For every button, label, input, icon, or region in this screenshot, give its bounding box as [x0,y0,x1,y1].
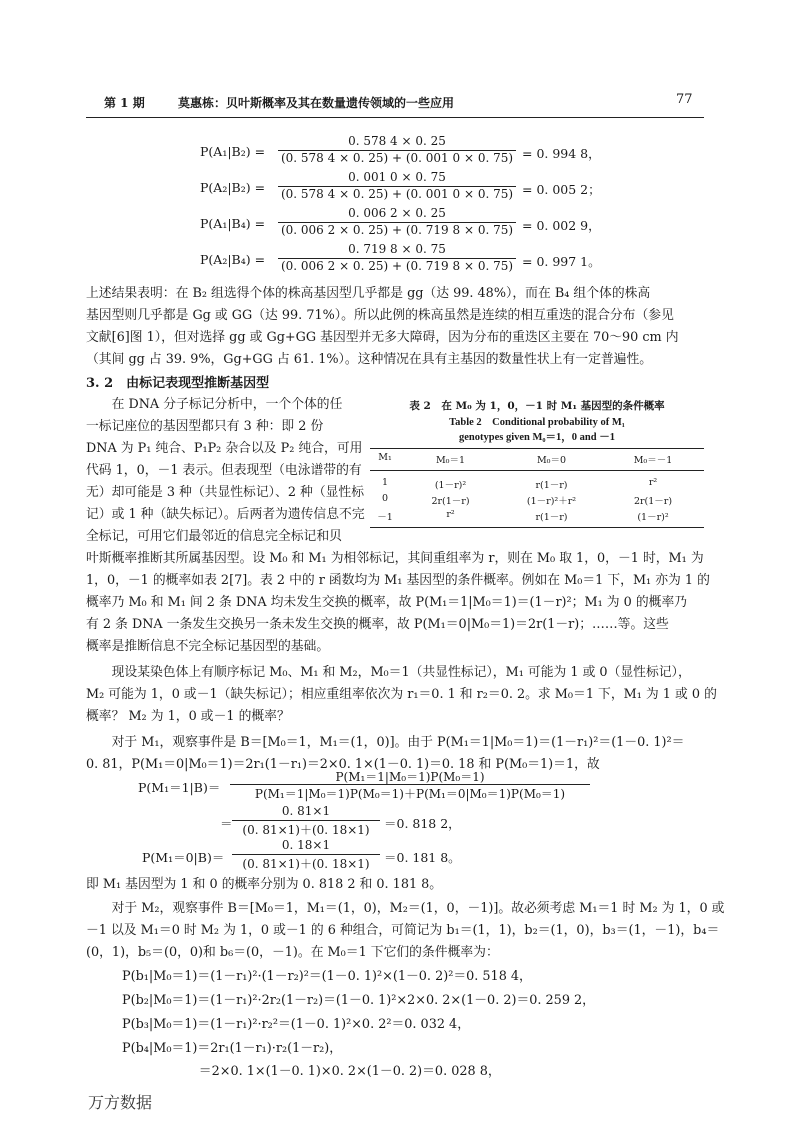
text-line: 对于 M₂，观察事件 B＝[M₀＝1，M₁＝(1，0)，M₂＝(1，0，－1)]。故必须考虑 M₁＝1 时 M₂ 为 1，0 或 [86,901,725,916]
posterior-m1-zero-result: ＝0. 181 8。 [384,850,461,865]
eq1-fraction [278,134,516,168]
eq3-result: = 0. 002 9， [522,218,601,233]
eq1-lhs: P(A₁|B₂) = [200,144,266,159]
equation-line: ＝2×0. 1×(1－0. 1)×0. 2×(1－0. 2)＝0. 028 8， [122,1064,501,1079]
eq4-lhs: P(A₂|B₄) = [200,252,266,267]
posterior-value-denominator: (0. 81×1)＋(0. 18×1) [242,823,370,837]
posterior-m1-zero-lhs: P(M₁＝0|B)＝ [142,850,225,865]
text-line: M₂ 可能为 1，0 或－1（缺失标记）；相应重组率依次为 r₁＝0. 1 和 r₂＝0. 2。求 M₀＝1 下，M₁ 为 1 或 0 的 [86,687,717,702]
table-bottom-rule [370,527,704,528]
eq2-fraction [278,170,516,204]
text-line: 文献[6]图 1），但对选择 gg 或 Gg+GG 基因型并无多大障碍，因为分布的重迭区主要在 70～90 cm 内 [86,330,679,345]
table-cell: (1－r)² [434,480,467,491]
posterior-denominator: P(M₁＝1|M₀＝1)P(M₀＝1)＋P(M₁＝0|M₀＝1)P(M₀＝1) [254,787,566,801]
table-cell: r² [446,509,455,520]
eq4-result: = 0. 997 1。 [522,254,601,269]
posterior-m1-zero-denominator: (0. 81×1)＋(0. 18×1) [242,857,370,871]
text-line: （其间 gg 占 39. 9%，Gg+GG 占 61. 1%）。这种情况在具有主基因的数量性状上有一定普遍性。 [86,352,653,367]
table-cell: r² [648,477,658,488]
table-cell: 2r(1－r) [431,496,470,507]
table-header-cell: M₀＝1 [435,455,466,466]
equation-line: P(b₃|M₀＝1)＝(1－r₁)²·r₂²＝(1－0. 1)²×0. 2²＝0. 032 4， [122,1017,470,1032]
eq1-numerator: 0. 578 4 × 0. 25 [348,134,446,148]
text-line: 现设某染色体上有顺序标记 M₀、M₁ 和 M₂，M₀＝1（共显性标记），M₁ 可能为 1 或 0（显性标记）， [86,665,691,680]
table-header-cell: M₁ [378,452,392,463]
text-line: 0. 81，P(M₁＝0|M₀＝1)＝2r₁(1－r₁)＝2×0. 1×(1－0. 1)＝0. 18 和 P(M₀＝1)＝1，故 [86,757,600,772]
eq3-denominator: (0. 006 2 × 0. 25) + (0. 719 8 × 0. 75) [280,223,514,237]
posterior-lhs: P(M₁＝1|B)＝ [138,780,221,795]
eq2-lhs: P(A₂|B₂) = [200,180,266,195]
posterior-m1-zero-fraction [232,838,380,872]
table-cell: (1－r)² [637,512,669,523]
table-caption-cn: 表 2 在 M₀ 为 1，0，－1 时 M₁ 基因型的条件概率 [409,400,665,412]
eq4-denominator: (0. 006 2 × 0. 25) + (0. 719 8 × 0. 75) [280,259,514,273]
equation-line: P(b₁|M₀＝1)＝(1－r₁)²·(1－r₂)²＝(1－0. 1)²×(1－0. 2)²＝0. 518 4， [122,969,532,984]
eq2-numerator: 0. 001 0 × 0. 75 [348,170,446,184]
posterior-numerator: P(M₁＝1|M₀＝1)P(M₀＝1) [335,770,485,784]
posterior-value-result: ＝0. 818 2， [384,816,461,831]
text-line: 上述结果表明：在 B₂ 组选得个体的株高基因型几乎都是 gg（达 99. 48%），而在 B₄ 组个体的株高 [86,286,651,301]
table-header-rule [370,470,704,471]
text-line: 无）却可能是 3 种（共显性标记）、2 种（显性标 [86,485,365,500]
table-caption-en: Table 2 Conditional probability of M₁ [449,417,625,428]
table-cell: －1 [377,512,393,523]
watermark-text: 万方数据 [88,1093,153,1112]
eq3-fraction [278,206,516,240]
section-heading: 3. 2 由标记表现型推断基因型 [86,376,270,391]
text-line: 有 2 条 DNA 一条发生交换另一条未发生交换的概率，故 P(M₁＝0|M₀＝1)＝2r(1－r)；……等。这些 [86,617,669,632]
table-cell: (1－r)²＋r² [526,496,577,507]
table-header-cell: M₀＝0 [536,455,567,466]
text-line: 记）或 1 种（缺失标记）。后两者为遗传信息不完 [86,507,365,522]
table-cell: 2r(1－r) [633,496,673,507]
posterior-m1-zero-numerator: 0. 18×1 [281,838,331,852]
text-line: 基因型则几乎都是 Gg 或 GG（达 99. 71%）。所以此例的株高虽然是连续的相互重迭的混合分布（参见 [86,308,674,323]
table-cell: r(1－r) [535,480,568,491]
text-line: 概率是推断信息不完全标记基因型的基础。 [86,639,330,654]
posterior-fraction [230,768,590,802]
eq4-numerator: 0. 719 8 × 0. 75 [348,242,446,256]
eq1-denominator: (0. 578 4 × 0. 25) + (0. 001 0 × 0. 75) [280,151,514,165]
table-cell: r(1－r) [535,512,568,523]
table-caption-en: genotypes given M₀＝1，0 and －1 [459,432,615,443]
text-line: 1，0，－1 的概率如表 2[7]。表 2 中的 r 函数均为 M₁ 基因型的条件概率。例如在 M₀＝1 下，M₁ 亦为 1 的 [86,573,710,588]
text-line: 全标记，可用它们最邻近的信息完全标记和贝 [86,529,342,544]
eq3-lhs: P(A₁|B₄) = [200,216,266,231]
equation-line: P(b₄|M₀＝1)＝2r₁(1－r₁)·r₂(1－r₂)， [122,1041,343,1056]
text-line: 在 DNA 分子标记分析中，一个个体的任 [86,397,343,412]
equation-line: P(b₂|M₀＝1)＝(1－r₁)²·2r₂(1－r₂)＝(1－0. 1)²×2×0. 2×(1－0. 2)＝0. 259 2， [122,993,595,1008]
text-line: 即 M₁ 基因型为 1 和 0 的概率分别为 0. 818 2 和 0. 181 8。 [86,877,443,892]
text-line: 概率？ M₂ 为 1，0 或－1 的概率？ [86,709,290,724]
eq1-result: = 0. 994 8， [522,146,601,161]
text-line: －1 以及 M₁＝0 时 M₂ 为 1，0 或－1 的 6 种组合，可简记为 b₁＝(1，1)，b₂＝(1，0)，b₃＝(1，－1)，b₄＝ [86,923,720,938]
posterior-eq-sign: ＝ [220,816,233,831]
posterior-value-fraction [232,804,380,838]
table-header-cell: M₀＝－1 [633,455,673,466]
table-cell: 1 [381,477,389,488]
eq4-fraction [278,242,516,276]
running-title: 莫惠栋：贝叶斯概率及其在数量遗传领域的一些应用 [178,96,455,110]
text-line: (0，1)，b₅＝(0，0)和 b₆＝(0，－1)。在 M₀＝1 下它们的条件概率为： [86,945,499,960]
posterior-value-numerator: 0. 81×1 [281,804,331,818]
text-line: DNA 为 P₁ 纯合、P₁P₂ 杂合以及 P₂ 纯合，可用 [86,441,363,456]
page-number: 77 [676,92,693,107]
eq2-denominator: (0. 578 4 × 0. 25) + (0. 001 0 × 0. 75) [280,187,514,201]
issue-label: 第 1 期 [104,96,145,110]
eq2-result: = 0. 005 2； [522,182,601,197]
table-top-rule [370,448,704,449]
text-line: 叶斯概率推断其所属基因型。设 M₀ 和 M₁ 为相邻标记，其间重组率为 r，则在 M₀ 取 1，0，－1 时，M₁ 为 [86,551,704,566]
text-line: 代码 1，0，－1 表示。但表现型（电泳谱带的有 [86,463,362,478]
text-line: 一标记座位的基因型都只有 3 种：即 2 份 [86,419,324,434]
eq3-numerator: 0. 006 2 × 0. 25 [348,206,446,220]
text-line: 对于 M₁，观察事件是 B＝[M₀＝1，M₁＝(1，0)]。由于 P(M₁＝1|M₀＝1)＝(1－r₁)²＝(1－0. 1)²＝ [86,735,685,750]
table-cell: 0 [381,493,389,504]
header-rule [86,117,704,118]
text-line: 概率乃 M₀ 和 M₁ 间 2 条 DNA 均未发生交换的概率，故 P(M₁＝1|M₀＝1)＝(1－r)²；M₁ 为 0 的概率乃 [86,595,688,610]
